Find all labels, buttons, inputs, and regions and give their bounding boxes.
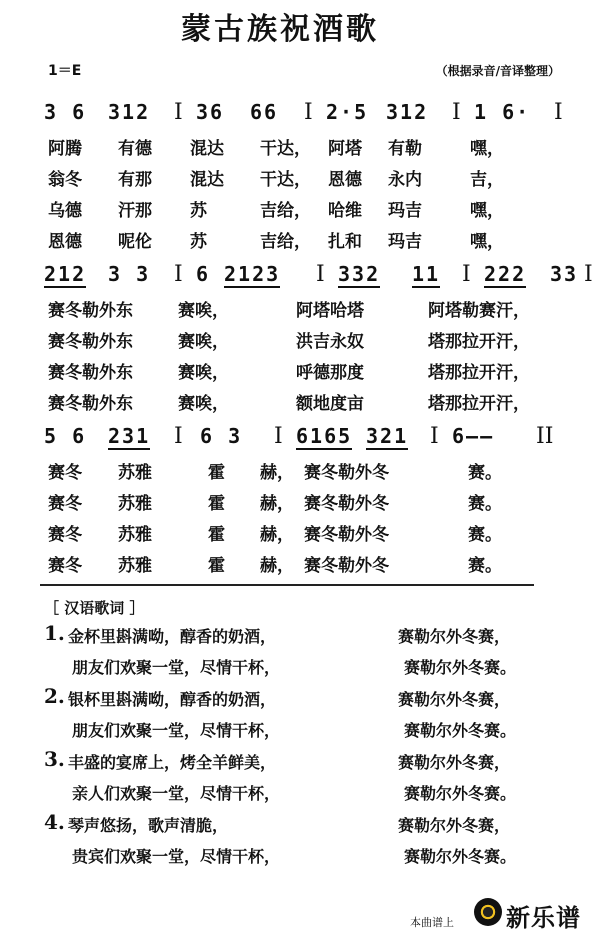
lyric-word: 赫，: [260, 463, 294, 483]
note-group: 6: [196, 262, 211, 286]
verse-2-c: 朋友们欢聚一堂，尽情干杯，: [72, 721, 281, 740]
verse-3-a: 丰盛的宴席上，烤全羊鲜美，: [68, 753, 277, 772]
note-group: 212: [44, 262, 87, 286]
lyric-word: 苏雅: [118, 463, 152, 483]
lyric-word: 阿腾: [48, 139, 82, 159]
lyric-word: 扎和: [328, 232, 362, 252]
bar-line: I: [462, 262, 471, 287]
lyric-word: 乌德: [48, 201, 82, 221]
lyric-word: 赫，: [260, 525, 294, 545]
lyric-word: 赛唉，: [178, 301, 229, 321]
lyric-word: 洪吉永奴: [296, 332, 364, 352]
verse-1-num: 1.: [44, 621, 65, 645]
note-group: 1 6·: [474, 100, 531, 124]
lyric-word: 赛冬: [48, 525, 82, 545]
bar-line: I: [452, 100, 461, 125]
verse-1-c: 朋友们欢聚一堂，尽情干杯，: [72, 658, 281, 677]
note-group: 3 6: [44, 100, 87, 124]
note-group: 2123: [224, 262, 281, 286]
verse-4-d: 赛勒尔外冬赛。: [404, 847, 517, 866]
lyric-word: 霍: [208, 494, 225, 514]
note-group: 6 3: [200, 424, 243, 448]
lyric-word: 赛。: [468, 525, 502, 545]
verse-3-b: 赛勒尔外冬赛，: [398, 753, 511, 772]
section-divider: [40, 584, 534, 586]
verse-4-num: 4.: [44, 810, 65, 834]
lyric-word: 赛冬勒外东: [48, 363, 133, 383]
bar-line: I: [174, 424, 183, 449]
lyric-word: 玛吉: [388, 201, 422, 221]
lyric-word: 赫，: [260, 556, 294, 576]
lyric-word: 阿塔哈塔: [296, 301, 364, 321]
verse-2-d: 赛勒尔外冬赛。: [404, 721, 517, 740]
lyric-word: 赛冬勒外东: [48, 301, 133, 321]
final-bar-line: II: [536, 424, 554, 449]
lyric-word: 阿塔勒赛汗，: [428, 301, 530, 321]
lyric-word: 翁冬: [48, 170, 82, 190]
lyric-word: 汗那: [118, 201, 152, 221]
lyric-word: 塔那拉开汗，: [428, 394, 530, 414]
lyric-word: 有德: [118, 139, 152, 159]
note-group: 312: [108, 100, 151, 124]
lyric-word: 苏雅: [118, 525, 152, 545]
site-logo: 新乐谱: [506, 904, 581, 932]
lyric-word: 吉，: [470, 170, 504, 190]
lyric-word: 嘿，: [470, 139, 504, 159]
verse-2-num: 2.: [44, 684, 65, 708]
verse-4-b: 赛勒尔外冬赛，: [398, 816, 511, 835]
lyric-word: 赛冬勒外冬: [304, 556, 389, 576]
lyric-word: 赛唉，: [178, 332, 229, 352]
note-group: 66: [250, 100, 279, 124]
bar-line: I: [174, 100, 183, 125]
lyric-word: 混达: [190, 139, 224, 159]
verse-4-c: 贵宾们欢聚一堂，尽情干杯，: [72, 847, 281, 866]
lyric-word: 塔那拉开汗，: [428, 332, 530, 352]
note-group: 321: [366, 424, 409, 448]
note-group: 6——: [452, 424, 495, 448]
lyric-word: 呢伦: [118, 232, 152, 252]
verse-4-a: 琴声悠扬，歌声清脆，: [68, 816, 229, 835]
lyric-word: 混达: [190, 170, 224, 190]
bar-line: I: [274, 424, 283, 449]
lyric-word: 哈维: [328, 201, 362, 221]
lyric-word: 阿塔: [328, 139, 362, 159]
lyric-word: 嘿，: [470, 232, 504, 252]
verse-2-a: 银杯里斟满呦，醇香的奶酒，: [68, 690, 277, 709]
lyric-word: 霍: [208, 525, 225, 545]
lyric-word: 赛冬勒外东: [48, 332, 133, 352]
lyric-word: 额地度亩: [296, 394, 364, 414]
lyric-word: 玛吉: [388, 232, 422, 252]
verse-1-b: 赛勒尔外冬赛，: [398, 627, 511, 646]
note-group: 11: [412, 262, 441, 286]
lyric-word: 赛冬勒外冬: [304, 463, 389, 483]
verse-2-b: 赛勒尔外冬赛，: [398, 690, 511, 709]
footer-prefix: 本曲谱上: [410, 916, 454, 929]
lyric-word: 有那: [118, 170, 152, 190]
note-group: 2·5: [326, 100, 369, 124]
lyric-word: 赛冬勒外冬: [304, 494, 389, 514]
lyric-word: 永内: [388, 170, 422, 190]
bar-line: I: [584, 262, 593, 287]
lyric-word: 呼德那度: [296, 363, 364, 383]
note-group: 36: [196, 100, 225, 124]
note-group: 33: [550, 262, 579, 286]
page-title: 蒙古族祝酒歌: [181, 12, 379, 47]
lyric-word: 吉给，: [260, 201, 311, 221]
lyric-word: 赛冬: [48, 556, 82, 576]
note-group: 3 3: [108, 262, 151, 286]
lyric-word: 赫，: [260, 494, 294, 514]
key-signature: 1＝E: [48, 63, 82, 79]
bar-line: I: [430, 424, 439, 449]
lyric-word: 霍: [208, 556, 225, 576]
note-group: 5 6: [44, 424, 87, 448]
lyric-word: 赛冬: [48, 463, 82, 483]
verse-3-d: 赛勒尔外冬赛。: [404, 784, 517, 803]
lyric-word: 干达，: [260, 139, 311, 159]
lyric-word: 赛唉，: [178, 394, 229, 414]
bar-line: I: [304, 100, 313, 125]
bar-line: I: [316, 262, 325, 287]
lyric-word: 吉给，: [260, 232, 311, 252]
lyric-word: 有勒: [388, 139, 422, 159]
note-group: 6165: [296, 424, 353, 448]
lyric-word: 苏: [190, 201, 207, 221]
note-group: 332: [338, 262, 381, 286]
lyric-word: 恩德: [48, 232, 82, 252]
lyric-word: 苏: [190, 232, 207, 252]
lyric-word: 赛。: [468, 494, 502, 514]
lyric-word: 恩德: [328, 170, 362, 190]
chinese-lyrics-header: ［ 汉语歌词 ］: [44, 599, 145, 617]
note-group: 231: [108, 424, 151, 448]
lyric-word: 赛。: [468, 556, 502, 576]
note-group: 222: [484, 262, 527, 286]
lyric-word: 嘿，: [470, 201, 504, 221]
lyric-word: 霍: [208, 463, 225, 483]
note-group: 312: [386, 100, 429, 124]
lyric-word: 赛冬勒外东: [48, 394, 133, 414]
verse-3-num: 3.: [44, 747, 65, 771]
verse-3-c: 亲人们欢聚一堂，尽情干杯，: [72, 784, 281, 803]
record-disc-icon: [474, 898, 502, 926]
bar-line: I: [174, 262, 183, 287]
source-note: （根据录音/音译整理）: [435, 64, 560, 78]
lyric-word: 苏雅: [118, 556, 152, 576]
lyric-word: 赛冬: [48, 494, 82, 514]
lyric-word: 干达，: [260, 170, 311, 190]
lyric-word: 赛唉，: [178, 363, 229, 383]
lyric-word: 赛。: [468, 463, 502, 483]
bar-line: I: [554, 100, 563, 125]
lyric-word: 苏雅: [118, 494, 152, 514]
verse-1-d: 赛勒尔外冬赛。: [404, 658, 517, 677]
lyric-word: 赛冬勒外冬: [304, 525, 389, 545]
lyric-word: 塔那拉开汗，: [428, 363, 530, 383]
verse-1-a: 金杯里斟满呦，醇香的奶酒，: [68, 627, 277, 646]
